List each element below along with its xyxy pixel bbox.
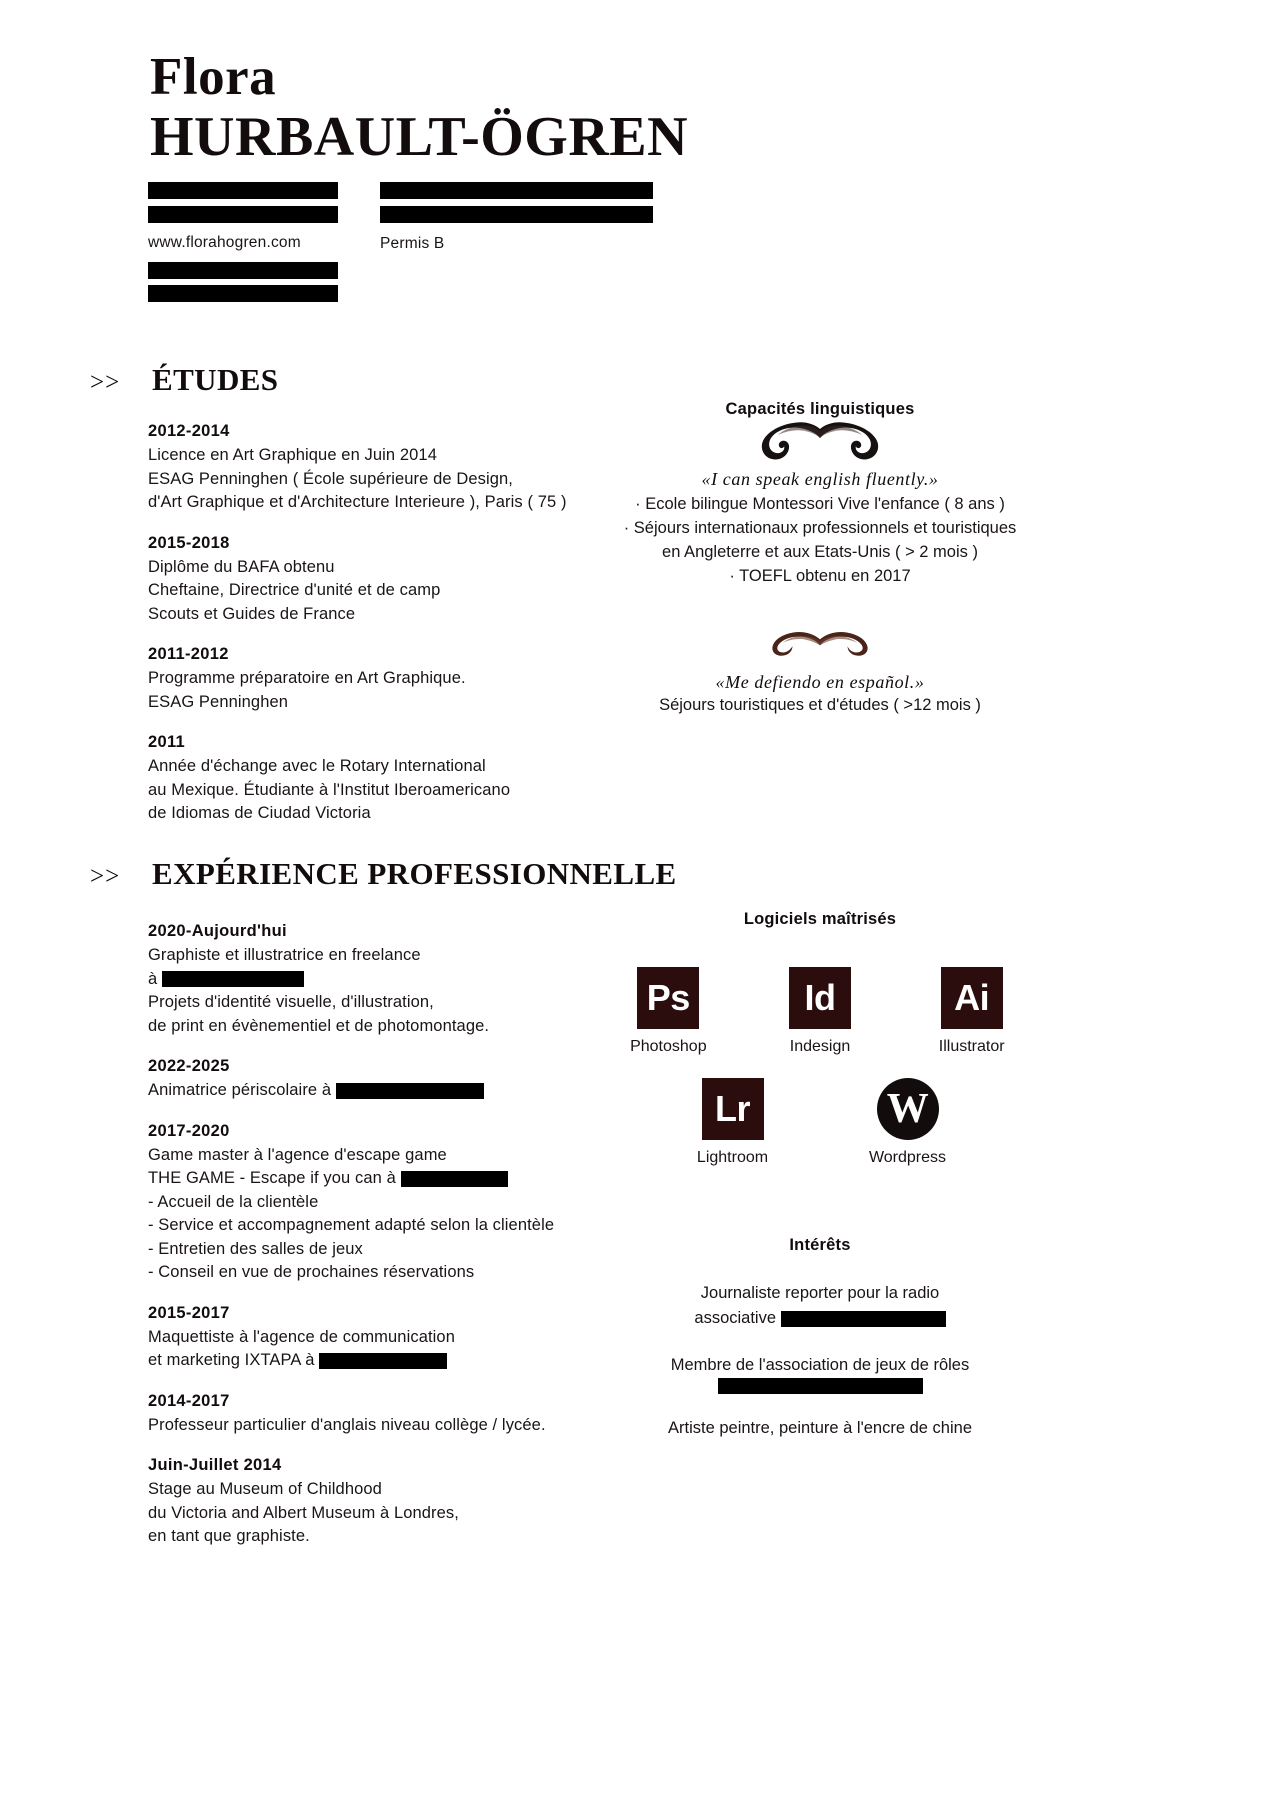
entry-detail-line xyxy=(148,1144,578,1168)
text-run: en tant que graphiste. xyxy=(148,1527,310,1545)
text-run: - Accueil de la clientèle xyxy=(148,1192,319,1211)
entry-detail-line xyxy=(148,579,578,603)
last-name: HURBAULT-ÖGREN xyxy=(150,106,689,168)
text-run: de Idiomas de Ciudad Victoria xyxy=(148,804,371,822)
moustache-brown-icon xyxy=(764,626,876,670)
text-run: Maquettiste à l'agence de communication xyxy=(148,1327,455,1346)
text-run: et marketing IXTAPA à xyxy=(148,1351,320,1369)
entry-detail-line xyxy=(148,991,578,1015)
text-run: Stage au Museum of Childhood xyxy=(148,1480,382,1498)
software-label: Photoshop xyxy=(630,1038,707,1055)
text-run: d'Art Graphique et d'Architecture Interieure ), Paris ( 75 ) xyxy=(148,493,567,511)
experience-entry xyxy=(148,1055,578,1103)
entry-date: 2011-2012 xyxy=(148,645,229,663)
permis-label: Permis B xyxy=(380,235,445,252)
entry-detail-line xyxy=(148,1326,578,1350)
text-run: Licence en Art Graphique en Juin 2014 xyxy=(148,446,437,464)
redaction-bar xyxy=(162,971,304,987)
software-item xyxy=(673,1078,793,1167)
experience-entry xyxy=(148,1120,578,1285)
entry-detail-line xyxy=(148,802,578,826)
english-detail-lines xyxy=(620,492,1020,588)
spanish-line: Séjours touristiques et d'études ( >12 mois ) xyxy=(659,696,981,714)
entry-detail-line xyxy=(148,1502,578,1526)
interests-panel xyxy=(620,1236,1020,1463)
education-entry xyxy=(148,643,578,714)
software-label: Wordpress xyxy=(868,1149,947,1166)
text-run: Année d'échange avec le Rotary International xyxy=(148,757,486,775)
entry-detail-line xyxy=(148,944,578,968)
entry-detail-line xyxy=(148,1261,578,1285)
entry-detail-line xyxy=(148,1525,578,1549)
entry-redacted-line xyxy=(148,1079,578,1103)
chevron-icon-etudes: >> xyxy=(90,369,121,396)
text-run: du Victoria and Albert Museum à Londres, xyxy=(148,1503,459,1522)
entry-detail-line xyxy=(148,1191,578,1215)
entry-detail-line xyxy=(148,691,578,715)
text-run: - Service et accompagnement adapté selon la clientèle xyxy=(148,1216,555,1234)
contact-left-column xyxy=(148,182,348,302)
entry-date: 2017-2020 xyxy=(148,1121,230,1140)
software-row-1 xyxy=(620,967,1020,1056)
languages-title: Capacités linguistiques xyxy=(725,400,915,418)
interest-line: Journaliste reporter pour la radio xyxy=(700,1284,940,1302)
redaction-bar xyxy=(718,1378,923,1394)
software-item xyxy=(923,967,1020,1056)
entry-detail-line xyxy=(148,1015,578,1039)
redacted-contact-bar-2 xyxy=(148,206,338,223)
entry-detail-line xyxy=(148,491,578,515)
text-run: - Conseil en vue de prochaines réservations xyxy=(148,1263,475,1281)
experience-entry xyxy=(148,1454,578,1549)
name-block xyxy=(150,48,688,168)
first-name: Flora xyxy=(150,48,277,106)
entry-redacted-line xyxy=(148,1349,578,1373)
english-line: · Ecole bilingue Montessori Vive l'enfance ( 8 ans ) xyxy=(635,495,1005,513)
illustrator-icon: Ai xyxy=(941,967,1003,1029)
text-run: ESAG Penninghen ( École supérieure de Design, xyxy=(148,469,513,488)
redaction-bar xyxy=(401,1171,508,1187)
entry-detail-line xyxy=(148,667,578,691)
entry-date: 2020-Aujourd'hui xyxy=(148,922,287,940)
section-heading-etudes xyxy=(90,362,278,398)
education-entry xyxy=(148,532,578,627)
languages-panel xyxy=(620,400,1020,717)
redacted-contact-bar-1 xyxy=(148,182,338,199)
entry-detail-line xyxy=(148,1414,578,1438)
entry-detail-line xyxy=(148,1478,578,1502)
interest-redacted-line xyxy=(620,1306,1020,1331)
text-run: Game master à l'agence d'escape game xyxy=(148,1145,447,1164)
interests-title: Intérêts xyxy=(789,1236,851,1254)
entry-date: 2015-2017 xyxy=(148,1303,230,1322)
entry-detail-line xyxy=(148,1238,578,1262)
experience-entry xyxy=(148,1302,578,1373)
entry-detail-line xyxy=(148,603,578,627)
entry-date: 2011 xyxy=(148,733,185,751)
text-run: Graphiste et illustratrice en freelance xyxy=(148,946,421,964)
software-item xyxy=(620,967,717,1056)
english-quote: «I can speak english fluently.» xyxy=(701,469,939,489)
text-run: Diplôme du BAFA obtenu xyxy=(148,557,335,576)
entry-date: 2012-2014 xyxy=(148,422,230,440)
entry-detail-line xyxy=(148,556,578,580)
interest-redacted-line xyxy=(620,1378,1020,1394)
text-run: THE GAME - Escape if you can à xyxy=(148,1169,401,1187)
etudes-entry-list xyxy=(148,420,578,843)
education-entry xyxy=(148,731,578,826)
redaction-bar xyxy=(781,1311,946,1327)
website-link[interactable]: www.florahogren.com xyxy=(148,234,301,251)
text-run: à xyxy=(148,969,162,988)
interest-item xyxy=(620,1353,1020,1394)
redacted-contact-bar-5 xyxy=(380,182,653,199)
entry-detail-line xyxy=(148,755,578,779)
entry-date: 2022-2025 xyxy=(148,1057,230,1075)
software-item xyxy=(848,1078,968,1167)
chevron-icon-experience: >> xyxy=(90,863,121,890)
text-run: Programme préparatoire en Art Graphique. xyxy=(148,669,466,687)
interest-item xyxy=(620,1416,1020,1441)
contact-right-column xyxy=(380,182,660,256)
text-run: Projets d'identité visuelle, d'illustration, xyxy=(148,993,434,1011)
experience-entry-list xyxy=(148,920,578,1566)
entry-date: 2014-2017 xyxy=(148,1391,230,1410)
redaction-bar xyxy=(319,1353,447,1369)
software-label: Indesign xyxy=(789,1038,851,1055)
section-heading-experience xyxy=(90,856,677,892)
software-panel xyxy=(620,910,1020,1167)
redacted-contact-bar-4 xyxy=(148,285,338,302)
entry-redacted-line xyxy=(148,968,578,992)
interest-line: Artiste peintre, peinture à l'encre de chine xyxy=(668,1419,972,1437)
text-run: au Mexique. Étudiante à l'Institut Iberoamericano xyxy=(148,780,511,799)
spanish-quote: «Me defiendo en español.» xyxy=(715,672,925,692)
entry-detail-line xyxy=(148,1214,578,1238)
entry-detail-line xyxy=(148,444,578,468)
wordpress-icon: W xyxy=(877,1078,939,1140)
entry-detail-line xyxy=(148,779,578,803)
entry-date: Juin-Juillet 2014 xyxy=(148,1456,282,1474)
english-line: · Séjours internationaux professionnels et touristiques xyxy=(623,519,1017,537)
text-run: de print en évènementiel et de photomontage. xyxy=(148,1016,490,1035)
redacted-contact-bar-3 xyxy=(148,262,338,279)
experience-entry xyxy=(148,920,578,1038)
text-run: associative xyxy=(694,1309,781,1327)
software-title: Logiciels maîtrisés xyxy=(743,910,897,928)
section-title-etudes: ÉTUDES xyxy=(152,362,279,397)
photoshop-icon: Ps xyxy=(637,967,699,1029)
software-label: Illustrator xyxy=(938,1038,1005,1055)
moustache-black-icon xyxy=(755,419,885,467)
software-item xyxy=(772,967,869,1056)
software-row-2 xyxy=(620,1078,1020,1167)
text-run: Professeur particulier d'anglais niveau collège / lycée. xyxy=(148,1415,546,1434)
text-run: ESAG Penninghen xyxy=(148,692,289,711)
spanish-detail-lines xyxy=(620,693,1020,717)
software-label: Lightroom xyxy=(696,1149,769,1166)
entry-detail-line xyxy=(148,468,578,492)
education-entry xyxy=(148,420,578,515)
interest-item xyxy=(620,1281,1020,1331)
text-run: Cheftaine, Directrice d'unité et de camp xyxy=(148,581,441,599)
text-run: - Entretien des salles de jeux xyxy=(148,1239,363,1258)
entry-date: 2015-2018 xyxy=(148,533,230,552)
redacted-contact-bar-6 xyxy=(380,206,653,223)
text-run: Scouts et Guides de France xyxy=(148,604,356,623)
section-title-experience: EXPÉRIENCE PROFESSIONNELLE xyxy=(152,856,677,891)
indesign-icon: Id xyxy=(789,967,851,1029)
english-line: · TOEFL obtenu en 2017 xyxy=(729,567,911,585)
text-run: Animatrice périscolaire à xyxy=(148,1081,336,1099)
interests-list xyxy=(620,1281,1020,1441)
entry-redacted-line xyxy=(148,1167,578,1191)
redaction-bar xyxy=(336,1083,484,1099)
english-line: en Angleterre et aux Etats-Unis ( > 2 mois ) xyxy=(662,543,978,561)
lightroom-icon: Lr xyxy=(702,1078,764,1140)
experience-entry xyxy=(148,1390,578,1438)
interest-line: Membre de l'association de jeux de rôles xyxy=(670,1356,970,1374)
